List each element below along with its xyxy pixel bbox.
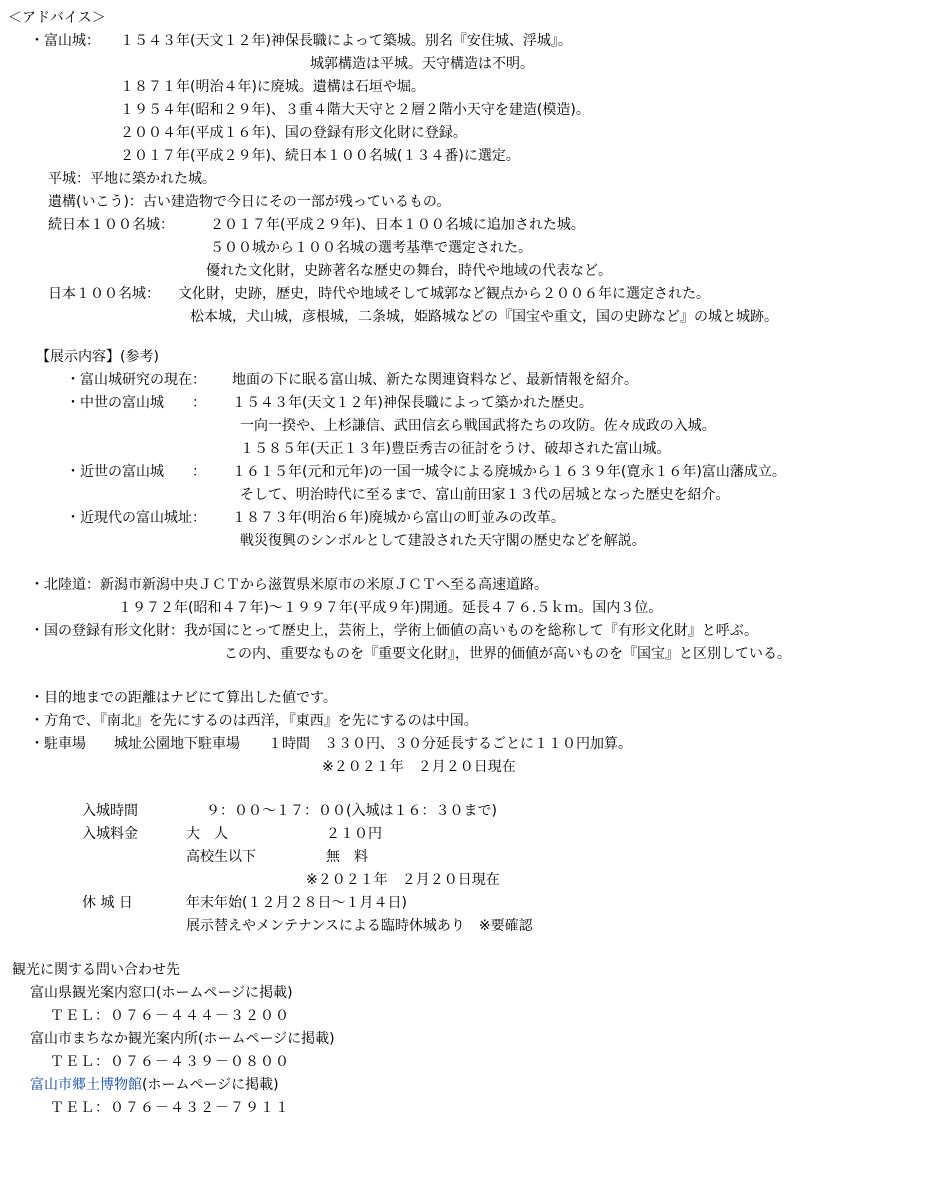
zoku100-label: 続日本１００名城： — [48, 217, 174, 233]
hours-label: 入城時間 — [82, 803, 138, 819]
exhibit-medieval-label: ・中世の富山城 ： — [66, 395, 206, 411]
museum-link[interactable]: 富山市郷土博物館 — [30, 1077, 142, 1093]
hokuriku-line1: ・北陸道：新潟市新潟中央ＪＣＴから滋賀県米原市の米原ＪＣＴへ至る高速道路。 — [30, 577, 548, 593]
nihon100-line2: 松本城，犬山城，彦根城，二条城，姫路城などの『国宝や重文，国の史跡など』の城と城跡。 — [190, 309, 778, 325]
exhibit-medieval-line1: １５４３年(天文１２年)神保長職によって築かれた歴史。 — [232, 395, 593, 411]
toyama-castle-line2: 城郭構造は平城。天守構造は不明。 — [310, 56, 534, 72]
contact-prefecture — [30, 983, 293, 1003]
adult-label: 大 人 — [186, 826, 228, 842]
nihon100-line1: 文化財，史跡，歴史，時代や地域そして城郭など観点から２００６年に選定された。 — [178, 286, 710, 302]
closed-label: 休 城 日 — [82, 895, 133, 911]
zoku100-line2: ５００城から１００名城の選考基準で選定された。 — [210, 240, 532, 256]
exhibit-medieval-line3: １５８５年(天正１３年)豊臣秀吉の征討をうけ、破却された富山城。 — [240, 441, 671, 457]
exhibit-modern-label: ・近現代の富山城址： — [66, 510, 206, 526]
advice-heading: ＜アドバイス＞ — [8, 10, 106, 26]
note-direction: ・方角で、『南北』を先にするのは西洋，『東西』を先にするのは中国。 — [30, 713, 478, 729]
toyama-castle-line3: １８７１年(明治４年)に廃城。遺構は石垣や堀。 — [120, 79, 425, 95]
ikou-definition: 遺構(いこう)：古い建造物で今日にその一部が残っているもの。 — [48, 194, 451, 210]
student-label: 高校生以下 — [186, 849, 256, 865]
note-distance: ・目的地までの距離はナビにて算出した値です。 — [30, 690, 337, 706]
exhibit-early-modern-line2: そして、明治時代に至るまで、富山前田家１３代の居城となった歴史を紹介。 — [240, 487, 730, 503]
zoku100-line1: ２０１７年(平成２９年)、日本１００名城に追加された城。 — [210, 217, 585, 233]
contact-machinaka-tel: ＴＥＬ：０７６－４３９－０８００ — [50, 1054, 290, 1070]
exhibit-medieval-line2: 一向一揆や、上杉謙信、武田信玄ら戦国武将たちの攻防。佐々成政の入城。 — [240, 418, 716, 434]
contact-prefecture-name: 富山県観光案内窓口 — [30, 985, 156, 1001]
contact-museum-note: (ホームページに掲載) — [142, 1077, 279, 1093]
fee-label: 入城料金 — [82, 826, 138, 842]
exhibit-modern-line2: 戦災復興のシンボルとして建設された天守閣の歴史などを解説。 — [240, 533, 646, 549]
student-value: 無 料 — [326, 849, 368, 865]
exhibit-early-modern-line1: １６１５年(元和元年)の一国一城令による廃城から１６３９年(寛永１６年)富山藩成立。 — [232, 464, 786, 480]
contacts-heading: 観光に関する問い合わせ先 — [12, 962, 180, 978]
closed-note: 展示替えやメンテナンスによる臨時休城あり ※要確認 — [186, 918, 533, 934]
exhibit-early-modern-label: ・近世の富山城 ： — [66, 464, 206, 480]
contact-machinaka-name: 富山市まちなか観光案内所 — [30, 1031, 198, 1047]
exhibits-heading: 【展示内容】(参考) — [36, 349, 159, 365]
toyama-castle-line6: ２０１７年(平成２９年)、続日本１００名城(１３４番)に選定。 — [120, 148, 520, 164]
contact-machinaka-note: (ホームページに掲載) — [198, 1031, 335, 1047]
exhibit-research-line: 地面の下に眠る富山城、新たな関連資料など、最新情報を紹介。 — [232, 372, 638, 388]
registered-line2: この内、重要なものを『重要文化財』，世界的価値が高いものを『国宝』と区別している。 — [224, 646, 791, 662]
hours-value: ９：００～１７：００(入城は１６：３０まで) — [206, 803, 497, 819]
note-parking: ・駐車場 城址公園地下駐車場 １時間 ３３０円、３０分延長するごとに１１０円加算。 — [30, 736, 632, 752]
contact-prefecture-tel: ＴＥＬ：０７６－４４４－３２００ — [50, 1008, 290, 1024]
nihon100-label: 日本１００名城： — [48, 286, 160, 302]
toyama-castle-line5: ２００４年(平成１６年)、国の登録有形文化財に登録。 — [120, 125, 467, 141]
contact-museum-tel: ＴＥＬ：０７６－４３２－７９１１ — [50, 1100, 290, 1116]
note-parking-asof: ※２０２１年 ２月２０日現在 — [322, 759, 516, 775]
toyama-castle-label: ・富山城： — [30, 33, 100, 49]
admission-asof: ※２０２１年 ２月２０日現在 — [306, 872, 500, 888]
toyama-castle-line4: １９５４年(昭和２９年)、３重４階大天守と２層２階小天守を建造(模造)。 — [120, 102, 590, 118]
hirajiro-definition: 平城：平地に築かれた城。 — [48, 171, 216, 187]
toyama-castle-line1: １５４３年(天文１２年)神保長職によって築城。別名『安住城、浮城』。 — [120, 33, 572, 49]
exhibit-modern-line1: １８７３年(明治６年)廃城から富山の町並みの改革。 — [232, 510, 565, 526]
closed-value: 年末年始(１２月２８日～１月４日) — [186, 895, 407, 911]
hokuriku-line2: １９７２年(昭和４７年)～１９９７年(平成９年)開通。延長４７６.５ｋｍ。国内３位。 — [118, 600, 663, 616]
contact-prefecture-note: (ホームページに掲載) — [156, 985, 293, 1001]
exhibit-research-label: ・富山城研究の現在： — [66, 372, 206, 388]
adult-value: ２１０円 — [326, 826, 382, 842]
registered-line1: ・国の登録有形文化財：我が国にとって歴史上，芸術上，学術上価値の高いものを総称して『有形文化財』と呼ぶ。 — [30, 623, 758, 639]
zoku100-line3: 優れた文化財，史跡著名な歴史の舞台，時代や地域の代表など。 — [206, 263, 612, 279]
contact-museum — [30, 1075, 279, 1095]
contact-machinaka — [30, 1029, 335, 1049]
